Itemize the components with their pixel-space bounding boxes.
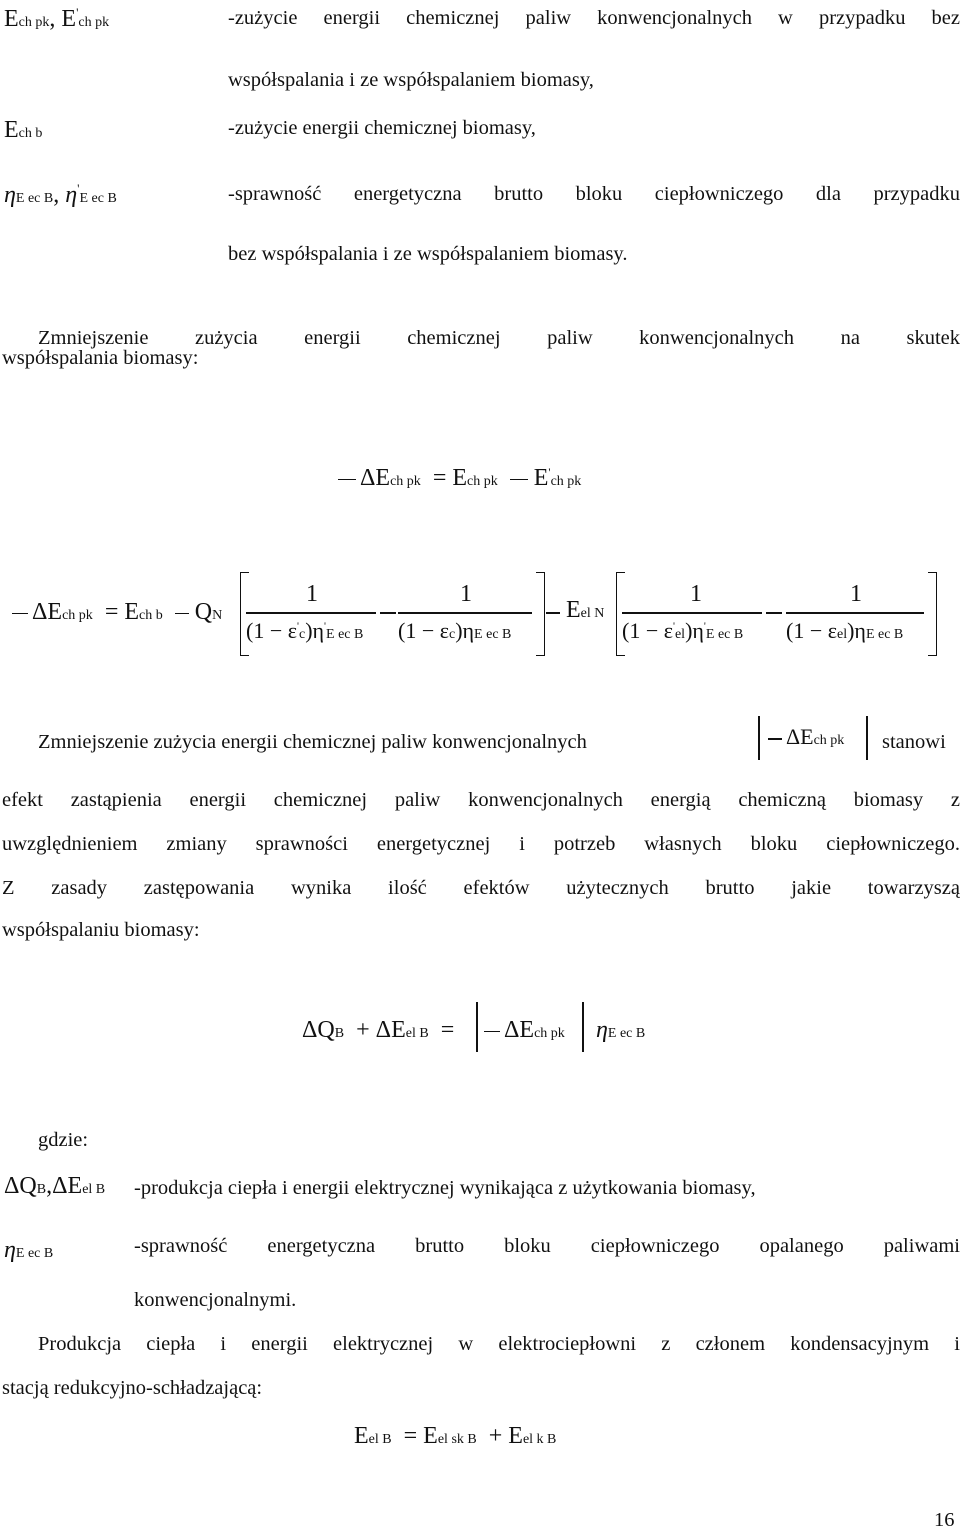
definition-text: -sprawność energetyczna brutto bloku ciepłowniczego dla przypadku [228, 183, 960, 205]
paragraph: Zmniejszenie zużycia energii chemicznej paliw konwencjonalnych [38, 731, 587, 753]
definition-text: -produkcja ciepła i energii elektrycznej wynikająca z użytkowania biomasy, [134, 1177, 756, 1199]
definition-text: -sprawność energetyczna brutto bloku ciepłowniczego opalanego paliwami [134, 1235, 960, 1257]
symbol-e-ch-b: Ech b [4, 117, 43, 143]
definition-text: współspalania i ze współspalaniem biomasy, [228, 69, 594, 91]
definition-text: -zużycie energii chemicznej paliw konwencjonalnych w przypadku bez [228, 7, 960, 29]
definition-text: bez współspalania i ze współspalaniem biomasy. [228, 243, 628, 265]
paragraph: Zmniejszenie zużycia energii chemicznej paliw konwencjonalnych na skutek [38, 327, 960, 349]
symbol-e-ch-pk: Ech pk, E'ch pk [4, 5, 110, 32]
equation-1: ΔEch pk = Ech pk E'ch pk [338, 466, 581, 490]
symbol-dq-de: ΔQB,ΔEel B [4, 1173, 106, 1199]
paragraph: efekt zastąpienia energii chemicznej paliw konwencjonalnych energią chemiczną biomasy z [2, 789, 960, 811]
equation-3: ΔQB + ΔEel B = [302, 1017, 455, 1043]
paragraph: uwzględnieniem zmiany sprawności energetycznej i potrzeb własnych bloku ciepłowniczego. [2, 833, 960, 855]
symbol-eta-e-ec-b: ηE ec B, η'E ec B [4, 181, 117, 208]
paragraph: Produkcja ciepła i energii elektrycznej w elektrociepłowni z członem kondensacyjnym i [38, 1333, 960, 1355]
definition-text: konwencjonalnymi. [134, 1289, 297, 1311]
page-number: 16 [934, 1509, 955, 1531]
label-gdzie: gdzie: [38, 1129, 89, 1151]
paragraph: stacją redukcyjno-schładzającą: [2, 1377, 263, 1399]
abs-delta-e: ΔEch pk [768, 726, 844, 748]
equation-4: Eel B = Eel sk B + Eel k B [354, 1423, 557, 1449]
symbol-eta-e-ec-b: ηE ec B [4, 1237, 54, 1263]
paragraph: współspalania biomasy: [2, 347, 199, 369]
paragraph: Z zasady zastępowania wynika ilość efektów użytecznych brutto jakie towarzyszą [2, 877, 960, 899]
definition-text: -zużycie energii chemicznej biomasy, [228, 117, 536, 139]
paragraph: współspalaniu biomasy: [2, 919, 200, 941]
